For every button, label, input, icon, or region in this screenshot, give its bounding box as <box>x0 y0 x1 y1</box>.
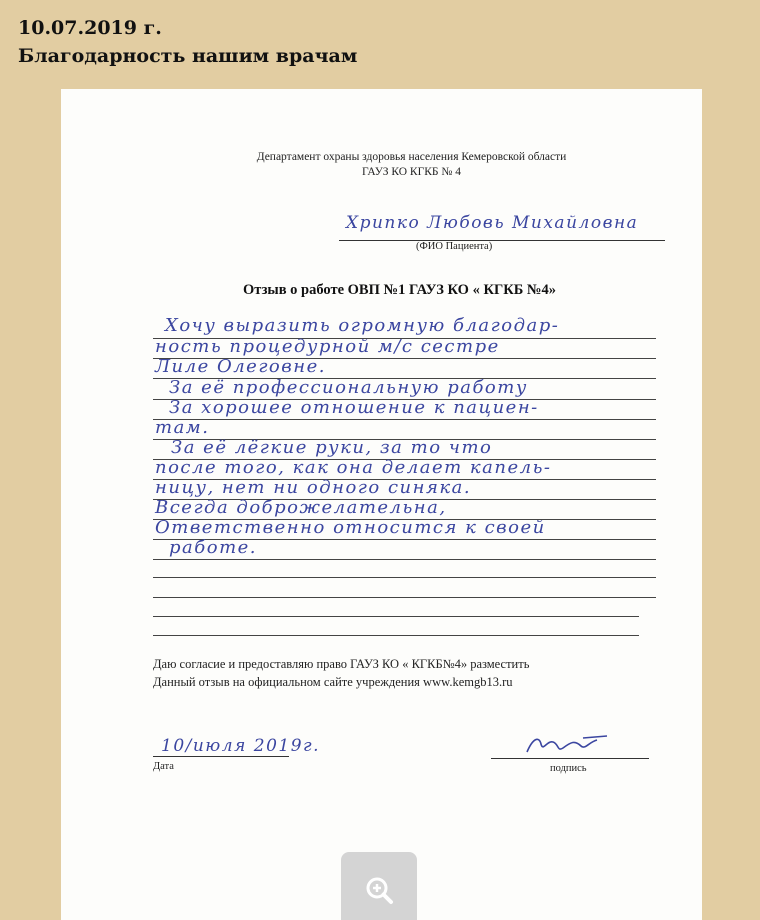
ruled-line <box>153 597 656 598</box>
department-line: Департамент охраны здоровья населения Кемеровской области <box>256 151 567 163</box>
ruled-line <box>153 616 639 617</box>
ruled-line <box>153 559 656 560</box>
zoom-button[interactable] <box>341 852 417 920</box>
date-caption: Дата <box>153 761 174 772</box>
consent-text: Даю согласие и предоставляю право ГАУЗ КО « КГКБ№4» разместить <box>153 657 530 671</box>
review-line: За хорошее отношение к пациен- <box>169 397 539 418</box>
zoom-in-icon <box>364 875 394 905</box>
review-line: Хочу выразить огромную благодар- <box>165 315 560 336</box>
review-title: Отзыв о работе ОВП №1 ГАУЗ КО « КГКБ №4» <box>242 282 556 298</box>
post-header <box>18 14 357 70</box>
scanned-document <box>61 89 702 920</box>
review-line: работе. <box>169 537 258 558</box>
review-line: ницу, нет ни одного синяка. <box>155 477 472 498</box>
date-line <box>153 756 289 757</box>
patient-name-line <box>339 240 665 241</box>
consent-website-text: Данный отзыв на официальном сайте учреждения www.kemgb13.ru <box>153 675 513 689</box>
review-line: За её лёгкие руки, за то что <box>171 437 493 458</box>
review-line: там. <box>155 417 210 438</box>
ruled-line <box>153 635 639 636</box>
signature-caption: подпись <box>550 763 587 774</box>
signature-icon <box>523 732 613 758</box>
post-date: 10.07.2019 г. <box>18 17 162 39</box>
signature-line <box>491 758 649 759</box>
post-title: Благодарность нашим врачам <box>18 45 358 67</box>
ruled-line <box>153 419 656 420</box>
patient-caption: (ФИО Пациента) <box>416 241 493 252</box>
hospital-name: ГАУЗ КО КГКБ № 4 <box>362 166 461 178</box>
patient-name-handwritten: Хрипко Любовь Михайловна <box>346 213 639 233</box>
review-line: ность процедурной м/с сестре <box>155 336 500 357</box>
date-handwritten: 10/июля 2019г. <box>161 736 321 756</box>
review-line: Ответственно относится к своей <box>155 517 546 538</box>
ruled-line <box>153 577 656 578</box>
review-line: Всегда доброжелательна, <box>155 497 447 518</box>
review-line: Лиле Олеговне. <box>155 356 326 377</box>
review-line: За её профессиональную работу <box>169 377 528 398</box>
review-line: после того, как она делает капель- <box>155 457 552 478</box>
